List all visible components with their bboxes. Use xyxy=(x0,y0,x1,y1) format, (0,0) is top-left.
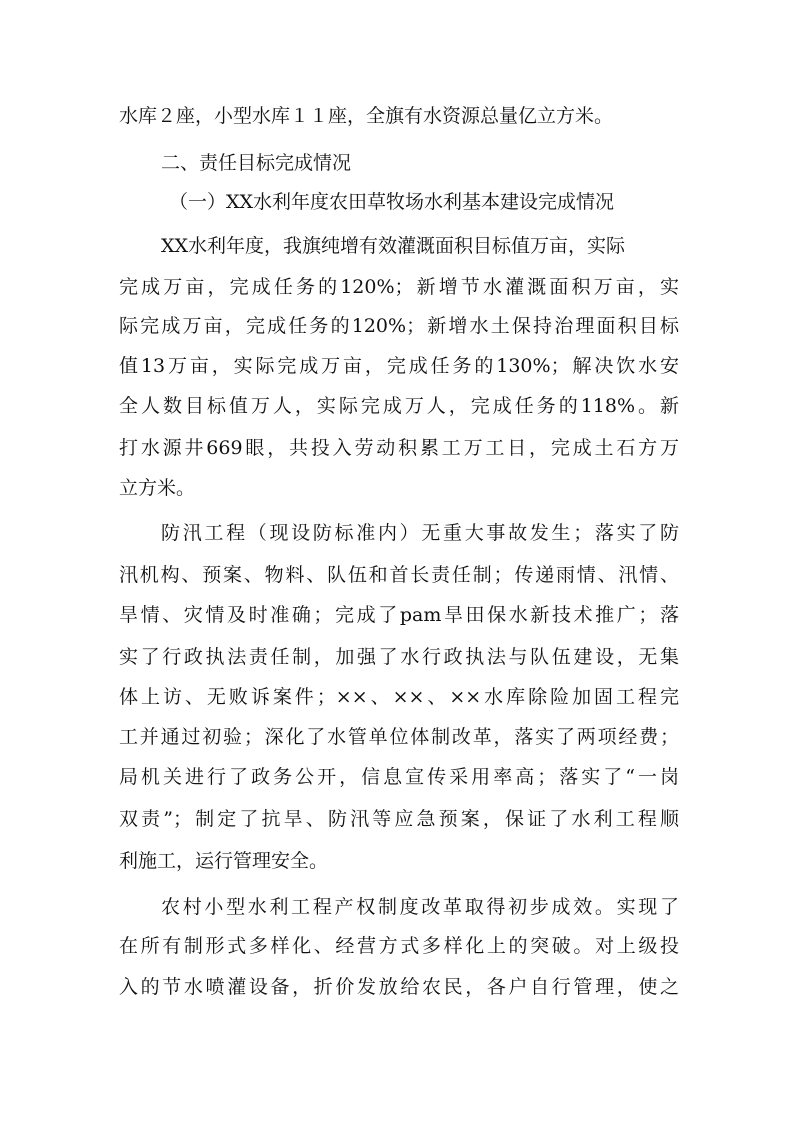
paragraph-line: 体上访、无败诉案件；××、××、××水库除险加固工程完 xyxy=(119,686,679,708)
paragraph-line: 在所有制形式多样化、经营方式多样化上的突破。对上级投 xyxy=(119,935,679,957)
paragraph-line: 旱情、灾情及时准确；完成了pam旱田保水新技术推广；落 xyxy=(119,604,679,626)
subsection-heading: （一）XX水利年度农田草牧场水利基本建设完成情况 xyxy=(169,191,615,213)
paragraph-line: 工并通过初验；深化了水管单位体制改革，落实了两项经费； xyxy=(119,726,679,748)
paragraph-line: 完成万亩，完成任务的120%；新增节水灌溉面积万亩，实 xyxy=(119,276,679,298)
paragraph-line: 汛机构、预案、物料、队伍和首长责任制；传递雨情、汛情、 xyxy=(119,564,679,586)
paragraph-line: 全人数目标值万人，实际完成万人，完成任务的118%。新 xyxy=(119,395,679,417)
paragraph-line: 值13万亩，实际完成万亩，完成任务的130%；解决饮水安 xyxy=(119,355,679,377)
paragraph-line: 实了行政执法责任制，加强了水行政执法与队伍建设，无集 xyxy=(119,646,679,668)
paragraph-line: 打水源井669眼，共投入劳动积累工万工日，完成土石方万 xyxy=(119,437,679,459)
paragraph-line: 际完成万亩，完成任务的120%；新增水土保持治理面积目标 xyxy=(119,315,679,337)
paragraph-line: 水库２座，小型水库１１座，全旗有水资源总量亿立方米。 xyxy=(119,105,614,127)
paragraph-line: 防汛工程（现设防标准内）无重大事故发生；落实了防 xyxy=(161,522,679,544)
paragraph-line: 双责”；制定了抗旱、防汛等应急预案，保证了水利工程顺 xyxy=(119,808,679,830)
paragraph-line: 入的节水喷灌设备，折价发放给农民，各户自行管理，使之 xyxy=(119,976,679,998)
section-heading: 二、责任目标完成情况 xyxy=(161,152,352,174)
paragraph-line: 农村小型水利工程产权制度改革取得初步成效。实现了 xyxy=(161,896,679,918)
paragraph-line: 立方米。 xyxy=(119,477,196,499)
paragraph-line: 局机关进行了政务公开，信息宣传采用率高；落实了“一岗 xyxy=(119,766,679,788)
paragraph-line: 利施工，运行管理安全。 xyxy=(119,850,329,872)
paragraph-line: XX水利年度，我旗纯增有效灌溉面积目标值万亩，实际 xyxy=(161,235,626,257)
